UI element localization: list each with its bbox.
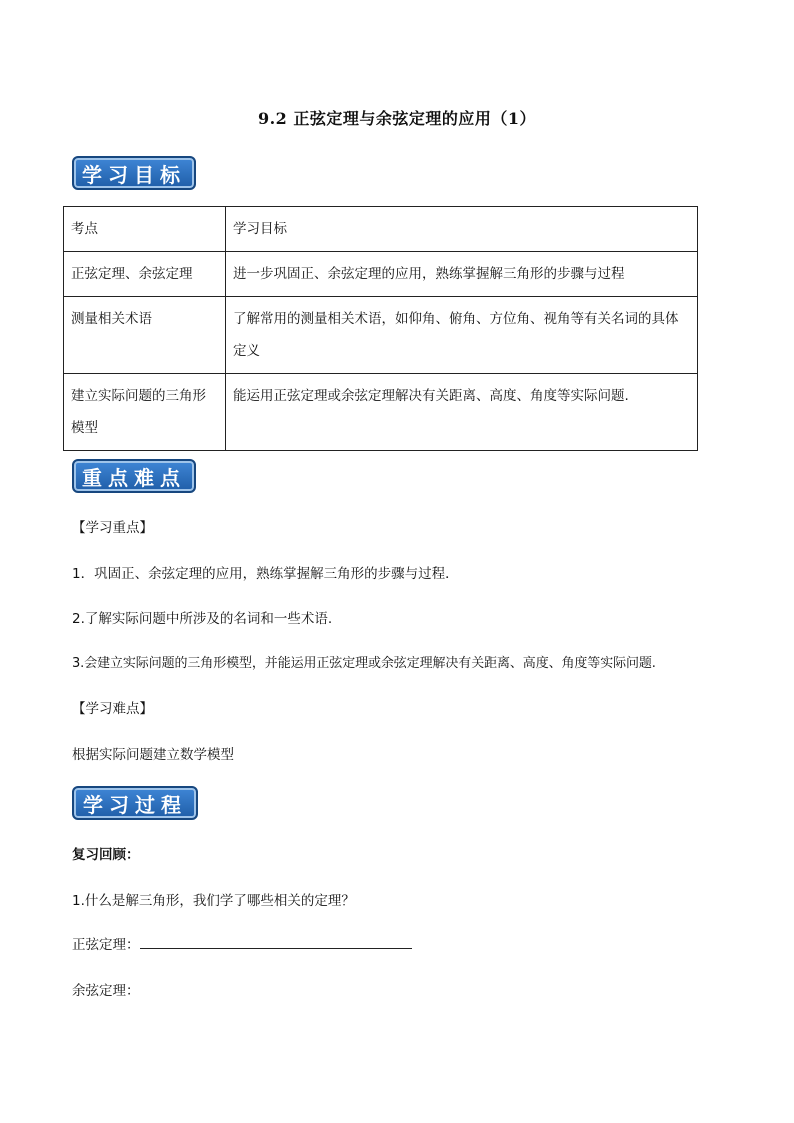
table-cell: 建立实际问题的三角形模型 <box>64 374 226 451</box>
table-header-cell: 考点 <box>64 207 226 252</box>
goals-table <box>63 206 698 451</box>
keypoint-item: 3.会建立实际问题的三角形模型，并能运用正弦定理或余弦定理解决有关距离、高度、角度等实际问题. <box>72 656 656 671</box>
table-cell: 能运用正弦定理或余弦定理解决有关距离、高度、角度等实际问题. <box>226 374 698 451</box>
table-cell: 测量相关术语 <box>64 297 226 374</box>
table-row <box>64 374 698 451</box>
section-badge-goals: 学习目标 <box>72 156 196 190</box>
cosine-law-label: 余弦定理： <box>72 983 140 999</box>
table-cell: 了解常用的测量相关术语，如仰角、俯角、方位角、视角等有关名词的具体定义 <box>226 297 698 374</box>
table-cell: 进一步巩固正、余弦定理的应用，熟练掌握解三角形的步骤与过程 <box>226 252 698 297</box>
table-row <box>64 207 698 252</box>
table-cell: 正弦定理、余弦定理 <box>64 252 226 297</box>
section-badge-keypoints: 重点难点 <box>72 459 196 493</box>
table-row <box>64 297 698 374</box>
table-row <box>64 252 698 297</box>
difficulties-text: 根据实际问题建立数学模型 <box>72 747 234 763</box>
sine-law-line <box>72 933 412 953</box>
sine-law-label: 正弦定理： <box>72 937 140 953</box>
keypoint-item: 2.了解实际问题中所涉及的名词和一些术语. <box>72 611 333 627</box>
table-header-cell: 学习目标 <box>226 207 698 252</box>
keypoints-heading: 【学习重点】 <box>72 520 153 536</box>
difficulties-heading: 【学习难点】 <box>72 701 153 717</box>
keypoint-item: 1．巩固正、余弦定理的应用，熟练掌握解三角形的步骤与过程． <box>72 566 459 582</box>
review-question: 1.什么是解三角形，我们学了哪些相关的定理？ <box>72 893 355 909</box>
review-heading: 复习回顾： <box>72 847 140 863</box>
answer-blank[interactable] <box>140 934 412 949</box>
section-badge-process: 学习过程 <box>72 786 198 820</box>
page-title: 9.2 正弦定理与余弦定理的应用（1） <box>257 109 537 128</box>
